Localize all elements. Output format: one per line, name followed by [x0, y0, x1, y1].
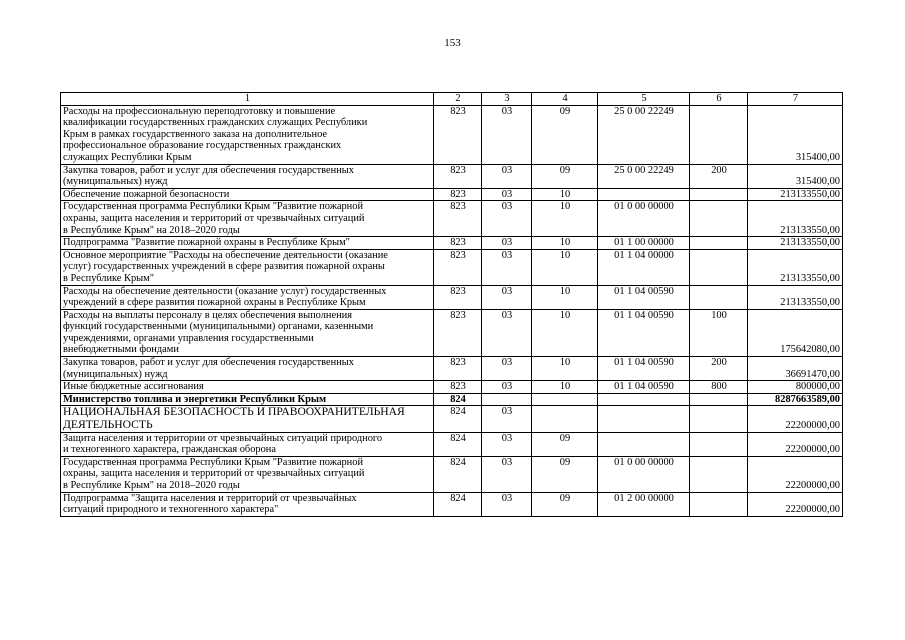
row-amount: 315400,00: [748, 164, 843, 188]
row-target-article-code: 01 1 04 00590: [598, 309, 690, 356]
table-row: [61, 249, 843, 285]
table-row: [61, 393, 843, 406]
row-description: Защита населения и территории от чрезвычайных ситуаций природного и техногенного характера, гражданская оборона: [61, 432, 434, 456]
row-expense-type-code: 200: [690, 357, 748, 381]
row-expense-type-code: [690, 492, 748, 516]
row-subsection-code: 09: [532, 456, 598, 492]
row-expense-type-code: [690, 201, 748, 237]
row-subsection-code: 10: [532, 309, 598, 356]
row-description: Министерство топлива и энергетики Республики Крым: [61, 393, 434, 406]
row-amount: 22200000,00: [748, 492, 843, 516]
row-amount: 213133550,00: [748, 285, 843, 309]
row-section-code: 03: [482, 357, 532, 381]
row-amount: 175642080,00: [748, 309, 843, 356]
row-department-code: 823: [434, 309, 482, 356]
row-department-code: 824: [434, 456, 482, 492]
header-cell-2: 2: [434, 93, 482, 106]
row-department-code: 823: [434, 381, 482, 394]
row-amount: 213133550,00: [748, 201, 843, 237]
row-target-article-code: [598, 406, 690, 432]
row-section-code: 03: [482, 406, 532, 432]
row-amount: 800000,00: [748, 381, 843, 394]
row-amount: 213133550,00: [748, 188, 843, 201]
row-target-article-code: 01 1 00 00000: [598, 237, 690, 250]
row-amount: 36691470,00: [748, 357, 843, 381]
row-subsection-code: 10: [532, 381, 598, 394]
row-amount: 8287663589,00: [748, 393, 843, 406]
row-department-code: 823: [434, 357, 482, 381]
header-cell-1: 1: [61, 93, 434, 106]
row-subsection-code: 09: [532, 105, 598, 164]
row-target-article-code: 01 1 04 00000: [598, 249, 690, 285]
row-section-code: 03: [482, 201, 532, 237]
row-section-code: 03: [482, 285, 532, 309]
table-row: [61, 492, 843, 516]
row-target-article-code: [598, 432, 690, 456]
row-section-code: 03: [482, 492, 532, 516]
row-subsection-code: 10: [532, 188, 598, 201]
table-row: [61, 201, 843, 237]
row-section-code: 03: [482, 432, 532, 456]
row-expense-type-code: [690, 406, 748, 432]
page-number: 153: [444, 37, 461, 49]
row-description: Государственная программа Республики Крым "Развитие пожарной охраны, защита населения и территорий от чрезвычайных ситуаций в Республике Крым" на 2018–2020 годы: [61, 456, 434, 492]
row-subsection-code: 09: [532, 492, 598, 516]
table-row: [61, 105, 843, 164]
row-description: Расходы на обеспечение деятельности (оказание услуг) государственных учреждений в сфере развития пожарной охраны в Республике Крым: [61, 285, 434, 309]
header-cell-3: 3: [482, 93, 532, 106]
row-department-code: 823: [434, 249, 482, 285]
row-description: Подпрограмма "Развитие пожарной охраны в Республике Крым": [61, 237, 434, 250]
row-section-code: 03: [482, 309, 532, 356]
row-target-article-code: 01 2 00 00000: [598, 492, 690, 516]
row-subsection-code: 10: [532, 201, 598, 237]
row-target-article-code: 25 0 00 22249: [598, 164, 690, 188]
row-amount: 22200000,00: [748, 456, 843, 492]
row-department-code: 824: [434, 432, 482, 456]
row-section-code: 03: [482, 237, 532, 250]
row-expense-type-code: [690, 456, 748, 492]
row-expense-type-code: [690, 285, 748, 309]
header-cell-4: 4: [532, 93, 598, 106]
row-amount: 22200000,00: [748, 432, 843, 456]
row-expense-type-code: [690, 432, 748, 456]
row-department-code: 824: [434, 492, 482, 516]
row-description: Обеспечение пожарной безопасности: [61, 188, 434, 201]
table-row: [61, 381, 843, 394]
budget-table: [60, 92, 843, 517]
row-department-code: 823: [434, 105, 482, 164]
row-target-article-code: 01 1 04 00590: [598, 357, 690, 381]
table-row: [61, 309, 843, 356]
row-description: Подпрограмма "Защита населения и территорий от чрезвычайных ситуаций природного и техногенного характера": [61, 492, 434, 516]
row-department-code: 823: [434, 237, 482, 250]
row-subsection-code: [532, 406, 598, 432]
row-subsection-code: 09: [532, 432, 598, 456]
row-expense-type-code: [690, 393, 748, 406]
row-section-code: 03: [482, 105, 532, 164]
row-subsection-code: 10: [532, 285, 598, 309]
row-description: Расходы на профессиональную переподготовку и повышение квалификации государственных гражданских служащих Республики Крым в рамках государственного заказа на дополнительное профессиональное образование государственных гражданских служащих Республики Крым: [61, 105, 434, 164]
row-description: НАЦИОНАЛЬНАЯ БЕЗОПАСНОСТЬ И ПРАВООХРАНИТЕЛЬНАЯ ДЕЯТЕЛЬНОСТЬ: [61, 406, 434, 432]
header-cell-6: 6: [690, 93, 748, 106]
row-section-code: [482, 393, 532, 406]
row-subsection-code: 10: [532, 249, 598, 285]
row-target-article-code: 01 1 04 00590: [598, 381, 690, 394]
row-department-code: 823: [434, 164, 482, 188]
table-row: [61, 406, 843, 432]
row-expense-type-code: 800: [690, 381, 748, 394]
row-description: Основное мероприятие "Расходы на обеспечение деятельности (оказание услуг) государственных учреждений в сфере развития пожарной охраны в Республике Крым": [61, 249, 434, 285]
row-target-article-code: 01 0 00 00000: [598, 201, 690, 237]
table-row: [61, 357, 843, 381]
row-amount: 315400,00: [748, 105, 843, 164]
row-description: Закупка товаров, работ и услуг для обеспечения государственных (муниципальных) нужд: [61, 164, 434, 188]
row-amount: 22200000,00: [748, 406, 843, 432]
table-row: [61, 432, 843, 456]
row-expense-type-code: 100: [690, 309, 748, 356]
table-row: [61, 164, 843, 188]
row-target-article-code: [598, 188, 690, 201]
row-description: Расходы на выплаты персоналу в целях обеспечения выполнения функций государственными (муниципальными) органами, казенными учреждениями, органами управления государственными внебюджетными фондами: [61, 309, 434, 356]
header-cell-7: 7: [748, 93, 843, 106]
row-expense-type-code: [690, 237, 748, 250]
row-department-code: 823: [434, 188, 482, 201]
row-subsection-code: [532, 393, 598, 406]
row-section-code: 03: [482, 188, 532, 201]
row-target-article-code: 01 0 00 00000: [598, 456, 690, 492]
table-row: [61, 188, 843, 201]
row-expense-type-code: [690, 188, 748, 201]
row-department-code: 824: [434, 406, 482, 432]
row-section-code: 03: [482, 249, 532, 285]
row-expense-type-code: [690, 249, 748, 285]
row-department-code: 823: [434, 201, 482, 237]
row-description: Государственная программа Республики Крым "Развитие пожарной охраны, защита населения и территорий от чрезвычайных ситуаций в Республике Крым" на 2018–2020 годы: [61, 201, 434, 237]
header-cell-5: 5: [598, 93, 690, 106]
header-row: [61, 93, 843, 106]
row-department-code: 823: [434, 285, 482, 309]
row-expense-type-code: 200: [690, 164, 748, 188]
table-row: [61, 237, 843, 250]
row-department-code: 824: [434, 393, 482, 406]
row-expense-type-code: [690, 105, 748, 164]
row-amount: 213133550,00: [748, 249, 843, 285]
table-row: [61, 285, 843, 309]
row-target-article-code: 01 1 04 00590: [598, 285, 690, 309]
row-target-article-code: 25 0 00 22249: [598, 105, 690, 164]
row-description: Закупка товаров, работ и услуг для обеспечения государственных (муниципальных) нужд: [61, 357, 434, 381]
row-target-article-code: [598, 393, 690, 406]
row-subsection-code: 09: [532, 164, 598, 188]
row-section-code: 03: [482, 381, 532, 394]
table-row: [61, 456, 843, 492]
row-description: Иные бюджетные ассигнования: [61, 381, 434, 394]
row-amount: 213133550,00: [748, 237, 843, 250]
row-subsection-code: 10: [532, 357, 598, 381]
row-section-code: 03: [482, 164, 532, 188]
row-subsection-code: 10: [532, 237, 598, 250]
row-section-code: 03: [482, 456, 532, 492]
